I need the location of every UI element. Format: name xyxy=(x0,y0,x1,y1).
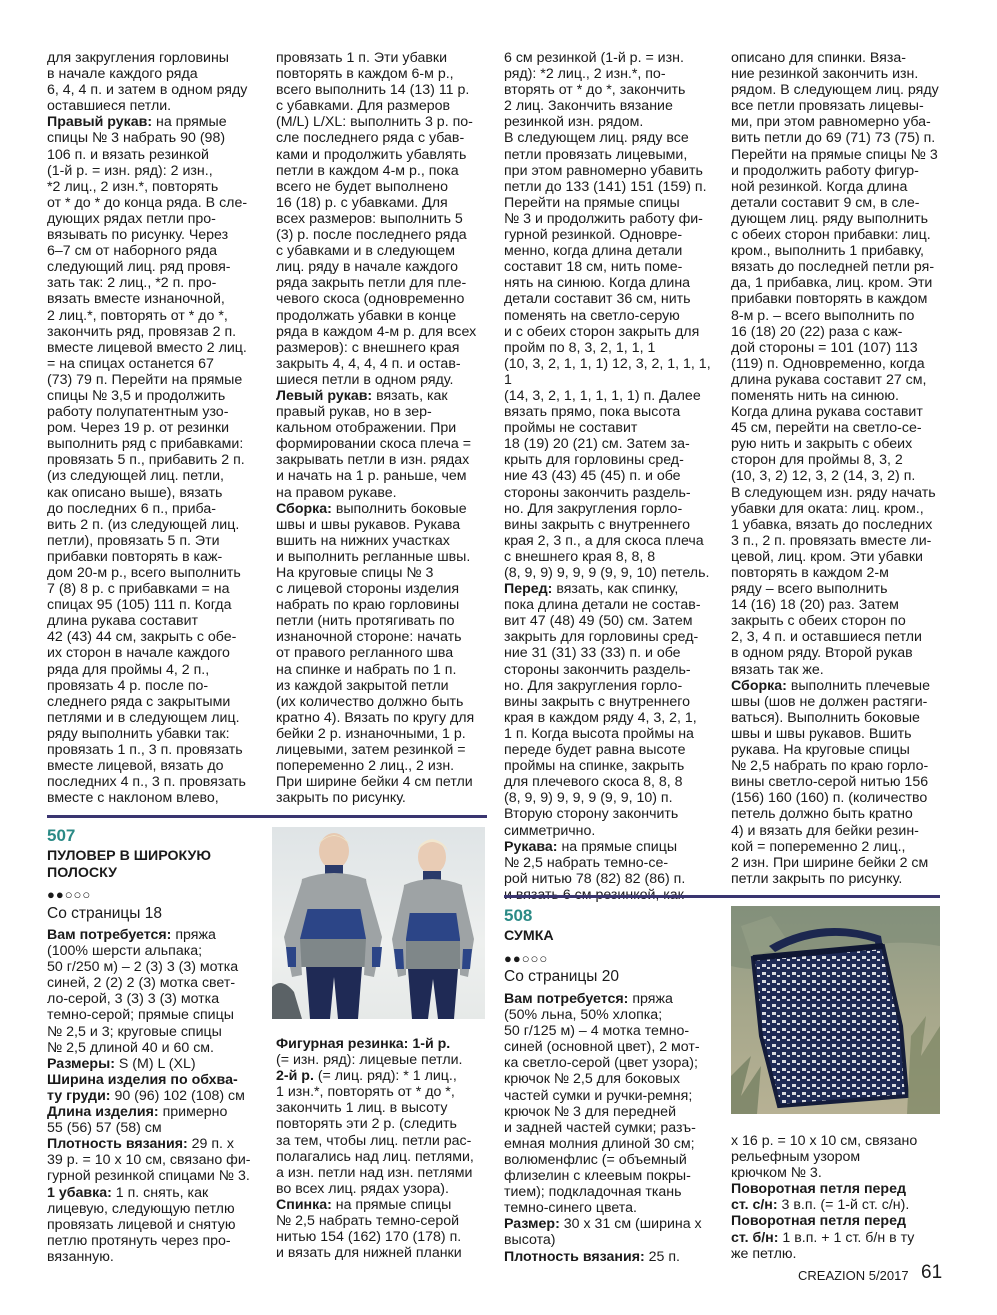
text: 29 п. х 39 р. = 10 х 10 см, связано фи- гурной резинкой спицами № 3. xyxy=(47,1136,251,1185)
text: х 16 р. = 10 х 10 см, связано рельефным узором крючком № 3. xyxy=(731,1133,918,1182)
from-page: Со страницы 20 xyxy=(504,968,619,985)
column-2 xyxy=(276,50,486,806)
difficulty-rating: ●●○○○ xyxy=(504,951,549,966)
section-divider xyxy=(47,815,487,818)
text: на прямые спицы № 2,5 набрать темно-се- рой нитью 78 (82) 82 (86) п. xyxy=(504,838,686,887)
section-508-continued xyxy=(731,1133,946,1262)
section-divider xyxy=(504,895,940,898)
label: 2-й р. xyxy=(276,1068,314,1085)
text: для закругления горловины в начале каждого ряда 6, 4, 4 п. и затем в одном ряду оставшиеся петли. xyxy=(47,50,248,115)
text: 90 (96) 102 (108) см xyxy=(110,1087,245,1104)
label: Фигурная резинка: 1-й р. xyxy=(276,1036,451,1052)
page-number: 61 xyxy=(921,1262,943,1283)
column-1 xyxy=(47,50,265,806)
column-4 xyxy=(731,50,946,887)
label: Ширина изделия по обхва- ту груди: xyxy=(47,1071,238,1104)
section-number: 508 xyxy=(504,906,533,925)
heading-left-sleeve: Левый рукав: xyxy=(276,387,373,404)
text: примерно 55 (56) 57 (58) см xyxy=(47,1104,228,1137)
text: 1 п. снять, как лицевую, следующую петлю провязать лицевой и снятую петлю протянуть через про- вязанную. xyxy=(47,1184,236,1265)
text: (= изн. ряд): лицевые петли. xyxy=(276,1052,463,1069)
text: S (M) L (XL) xyxy=(114,1055,196,1072)
pullover-photo xyxy=(272,827,485,1019)
label: Поворотная петля перед ст. б/н: xyxy=(731,1213,906,1246)
section-title: СУМКА xyxy=(504,928,554,944)
section-title: ПУЛОВЕР В ШИРОКУЮ ПОЛОСКУ xyxy=(47,848,212,881)
pullover-illustration xyxy=(272,827,485,1019)
label: Размеры: xyxy=(47,1055,115,1072)
materials-508 xyxy=(504,991,724,1265)
section-number: 507 xyxy=(47,826,76,845)
text: описано для спинки. Вяза- ние резинкой закончить изн. рядом. В следующем лиц. ряду все петли провязать лицевы- ми, при этом равномерно уба- вить петли до 69 (71) 73 (75) п. Перейти на прямые спицы № 3 и продолжить работу фигур- ной резинкой. Когда длина детали составит 9 см, в сле- дующем лиц. ряду выполнить с обеих сторон прибавки: лиц. кром., выполнить 1 прибавку, вязать до последней петли ря- да, 1 прибавка, лиц. кром. Эти прибавки повторять в каждом 8-м р. – всего выполнить по 16 (18) 20 (22) раза с каж- дой стороны = 101 (107) 113 (119) п. Одновременно, когда длина рукава составит 27 см, поменять нить на синюю. Когда длина рукава составит 45 см, перейти на светло-се- рую нить и закрыть с обеих сторон для проймы 8, 3, 2 (10, 3, 2) 12, 3, 2 (14, 3, 2) п. В следующем изн. ряду начать убавки для оката: лиц. кром., 1 убавка, вязать до последних 3 п., 2 п. провязать вместе ли- цевой, лиц. кром. Эти убавки повторять в каждом 2-м ряду – всего выполнить 14 (16) 18 (20) раз. Затем закрыть с обеих сторон по 2, 3, 4 п. и оставшиеся петли в одном ряду. Второй рукав вязать так же. xyxy=(731,50,939,678)
text: пряжа (100% шерсти альпака; 50 г/250 м) – 2 (3) 3 (3) мотка синей, 2 (2) 2 (3) мотка свет- ло-серой, 3 (3) 3 (3) мотка темно-серой; прямые спицы № 2,5 и 3; круговые спицы № 2,5 длиной 40 и 60 см. xyxy=(47,927,239,1056)
text: на прямые спицы № 3 набрать 90 (98) 106 п. и вязать резинкой (1-й р. = изн. ряд): 2 изн., *2 лиц., 2 изн.*, повторять от * до * до конца ряда. В сле- дующих рядах петли про- вязывать по рисунку. Через 6–7 см от наборного ряда следующий лиц. ряд провя- зать так: 2 лиц., *2 п. про- вязать вместе изнаночной, 2 лиц.*, повторять от * до *, закончить ряд, провязав 2 п. вместе лицевой вместо 2 лиц. = на спицах останется 67 (73) 79 п. Перейти на прямые спицы № 3,5 и продолжить работу полупатентным узо- ром. Через 19 р. от резинки выполнить ряд с прибавками: провязать 5 п., прибавить 2 п. (из следующей лиц. петли, как описано выше), вязать до последних 6 п., приба- вить 2 п. (из следующей лиц. петли), провязать 5 п. Эти прибавки повторять в каж- дом 20-м р., всего выполнить 7 (8) 8 р. с прибавками = на спицах 95 (105) 111 п. Когда длина рукава составит 42 (43) 44 см, закрыть с обе- их сторон в начале каждого ряда для проймы 4, 2 п., провязать 4 р. после по- следнего ряда с закрытыми петлями и в следующем лиц. ряду выполнить убавки так: провязать 1 п., 3 п. провязать вместе лицевой, вязать до последних 4 п., 3 п. провязать вместе с наклоном влево, xyxy=(47,114,248,807)
text: 30 х 31 см (ширина х высота) xyxy=(504,1216,702,1249)
rib-and-back xyxy=(276,1036,488,1261)
text: провязать 1 п. Эти убавки повторять в каждом 6-м р., всего выполнить 14 (13) 11 р. с убавками. Для размеров (M/L) L/XL: выполнить 3 р. по- сле последнего ряда с убав- ками и продолжить убавлять петли в каждом 4-м р., пока всего не будет выполнено 16 (18) р. с убавками. Для всех размеров: выполнить 5 (3) р. после последнего ряда с убавками и в следующем лиц. ряду в начале каждого ряда закрыть петли для пле- чевого скоса (одновременно продолжать убавки в конце ряда в каждом 4-м р. для всех размеров): с внешнего края закрыть 4, 4, 4, 4 п. и остав- шиеся петли в одном ряду. xyxy=(276,50,477,388)
text: вязать, как правый рукав, но в зер- кальном отображении. При формировании скоса плеча = закрывать петли в изн. рядах и начать на 1 р. раньше, чем на правом рукаве. xyxy=(276,387,471,501)
from-page: Со страницы 18 xyxy=(47,905,162,922)
label: Поворотная петля перед ст. с/н: xyxy=(731,1181,906,1214)
label: 1 убавка: xyxy=(47,1184,112,1201)
heading-assembly: Сборка: xyxy=(276,500,332,517)
text: (= лиц. ряд): * 1 лиц., 1 изн.*, повторять от * до *, закончить 1 лиц. в высоту повторять эти 2 р. (следить за тем, чтобы лиц. петли рас- полагались над лиц. петлями, а изн. петли над изн. петлями во всех лиц. рядах узора). xyxy=(276,1068,474,1197)
text: пряжа (50% льна, 50% хлопка; 50 г/125 м) – 4 мотка темно- синей (основной цвет), 2 мот- ка светло-серой (цвет узора); крючок № 2,5 для боковых частей сумки и ручки-ремня; крючок № 3 для передней и задней частей сумки; разъ- емная молния длиной 30 см; волюменфлис (= объемный флизелин с клеевым покры- тием); подкладочная ткань темно-синего цвета. xyxy=(504,991,700,1217)
heading-assembly: Сборка: xyxy=(731,677,787,694)
heading-front: Перед: xyxy=(504,581,553,598)
bag-illustration xyxy=(731,906,940,1114)
column-3 xyxy=(504,50,719,903)
materials-507 xyxy=(47,927,267,1265)
heading-sleeves: Рукава: xyxy=(504,838,558,855)
text: 25 п. xyxy=(644,1248,680,1265)
text: на прямые спицы № 2,5 набрать темно-серой нитью 154 (162) 170 (178) п. и вязать для нижней планки xyxy=(276,1196,462,1262)
text: 1 в.п. + 1 ст. б/н в ту же петлю. xyxy=(731,1229,915,1262)
text: вязать, как спинку, пока длина детали не состав- вит 47 (48) 49 (50) см. Затем закрыть для горловины сред- ние 31 (31) 33 (33) п. и обе стороны закончить раздель- но. Для закругления горло- вины закрыть с внутреннего края в каждом ряду 4, 3, 2, 1, 1 п. Когда высота проймы на переде будет равна высоте проймы на спинке, закрыть для плечевого скоса 8, 8, 8 (8, 9, 9) 9, 9, 9 (9, 9, 10) п. Вторую сторону закончить симметрично. xyxy=(504,581,701,839)
text: выполнить боковые швы и швы рукавов. Рукава вшить на нижних участках и выполнить регланные швы. На круговые спицы № 3 с лицевой стороны изделия набрать по краю горловины петли (нить протягивать по изнаночной стороне: начать от правого регланного шва на спинке и набрать по 1 п. из каждой закрытой петли (их количество должно быть кратно 4). Вязать по кругу для бейки 2 р. изнаночными, 1 р. лицевыми, затем резинкой = попеременно 2 лиц., 2 изн. При ширине бейки 4 см петли закрыть по рисунку. xyxy=(276,500,475,807)
text: выполнить плечевые швы (шов не должен растяги- ваться). Выполнить боковые швы и швы рукавов. Вшить рукава. На круговые спицы № 2,5 набрать по краю горло- вины светло-серой нитью 156 (156) 160 (160) п. (количество петель должно быть кратно 4) и вязать для бейки резин- кой = попеременно 2 лиц., 2 изн. При ширине бейки 2 см петли закрыть по рисунку. xyxy=(731,677,930,887)
label: Плотность вязания: xyxy=(504,1248,645,1265)
magazine-issue: CREAZION 5/2017 xyxy=(798,1268,909,1283)
label: Плотность вязания: xyxy=(47,1136,188,1153)
text: 3 в.п. (= 1-й ст. с/н). xyxy=(777,1197,910,1214)
label: Длина изделия: xyxy=(47,1104,159,1121)
label: Вам потребуется: xyxy=(504,991,629,1007)
heading-right-sleeve: Правый рукав: xyxy=(47,114,153,131)
text: 6 см резинкой (1-й р. = изн. ряд): *2 лиц., 2 изн.*, по- вторять от * до *, закончить 2 лиц. Закончить вязание резинкой изн. рядом. В следующем лиц. ряду все петли провязать лицевыми, при этом равномерно убавить петли до 133 (141) 151 (159) п. Перейти на прямые спицы № 3 и продолжить работу фи- гурной резинкой. Одновре- менно, когда длина детали составит 18 см, нить поме- нять на синюю. Когда длина детали составит 36 см, нить поменять на светло-серую и с обеих сторон закрыть для пройм по 8, 3, 2, 1, 1, 1 (10, 3, 2, 1, 1, 1) 12, 3, 2, 1, 1, 1, 1 (14, 3, 2, 1, 1, 1, 1, 1) п. Далее вязать прямо, пока высота проймы не составит 18 (19) 20 (21) см. Затем за- крыть для горловины сред- ние 43 (43) 45 (45) п. и обе стороны закончить раздель- но. Для закругления горло- вины закрыть с внутреннего края 2, 3 п., а для скоса плеча с внешнего края 8, 8, 8 (8, 9, 9) 9, 9, 9 (9, 9, 10) петель. xyxy=(504,50,711,581)
label: Размер: xyxy=(504,1216,560,1233)
label: Вам потребуется: xyxy=(47,927,172,943)
difficulty-rating: ●●○○○ xyxy=(47,887,92,902)
bag-photo xyxy=(731,906,940,1114)
label: Спинка: xyxy=(276,1196,332,1213)
